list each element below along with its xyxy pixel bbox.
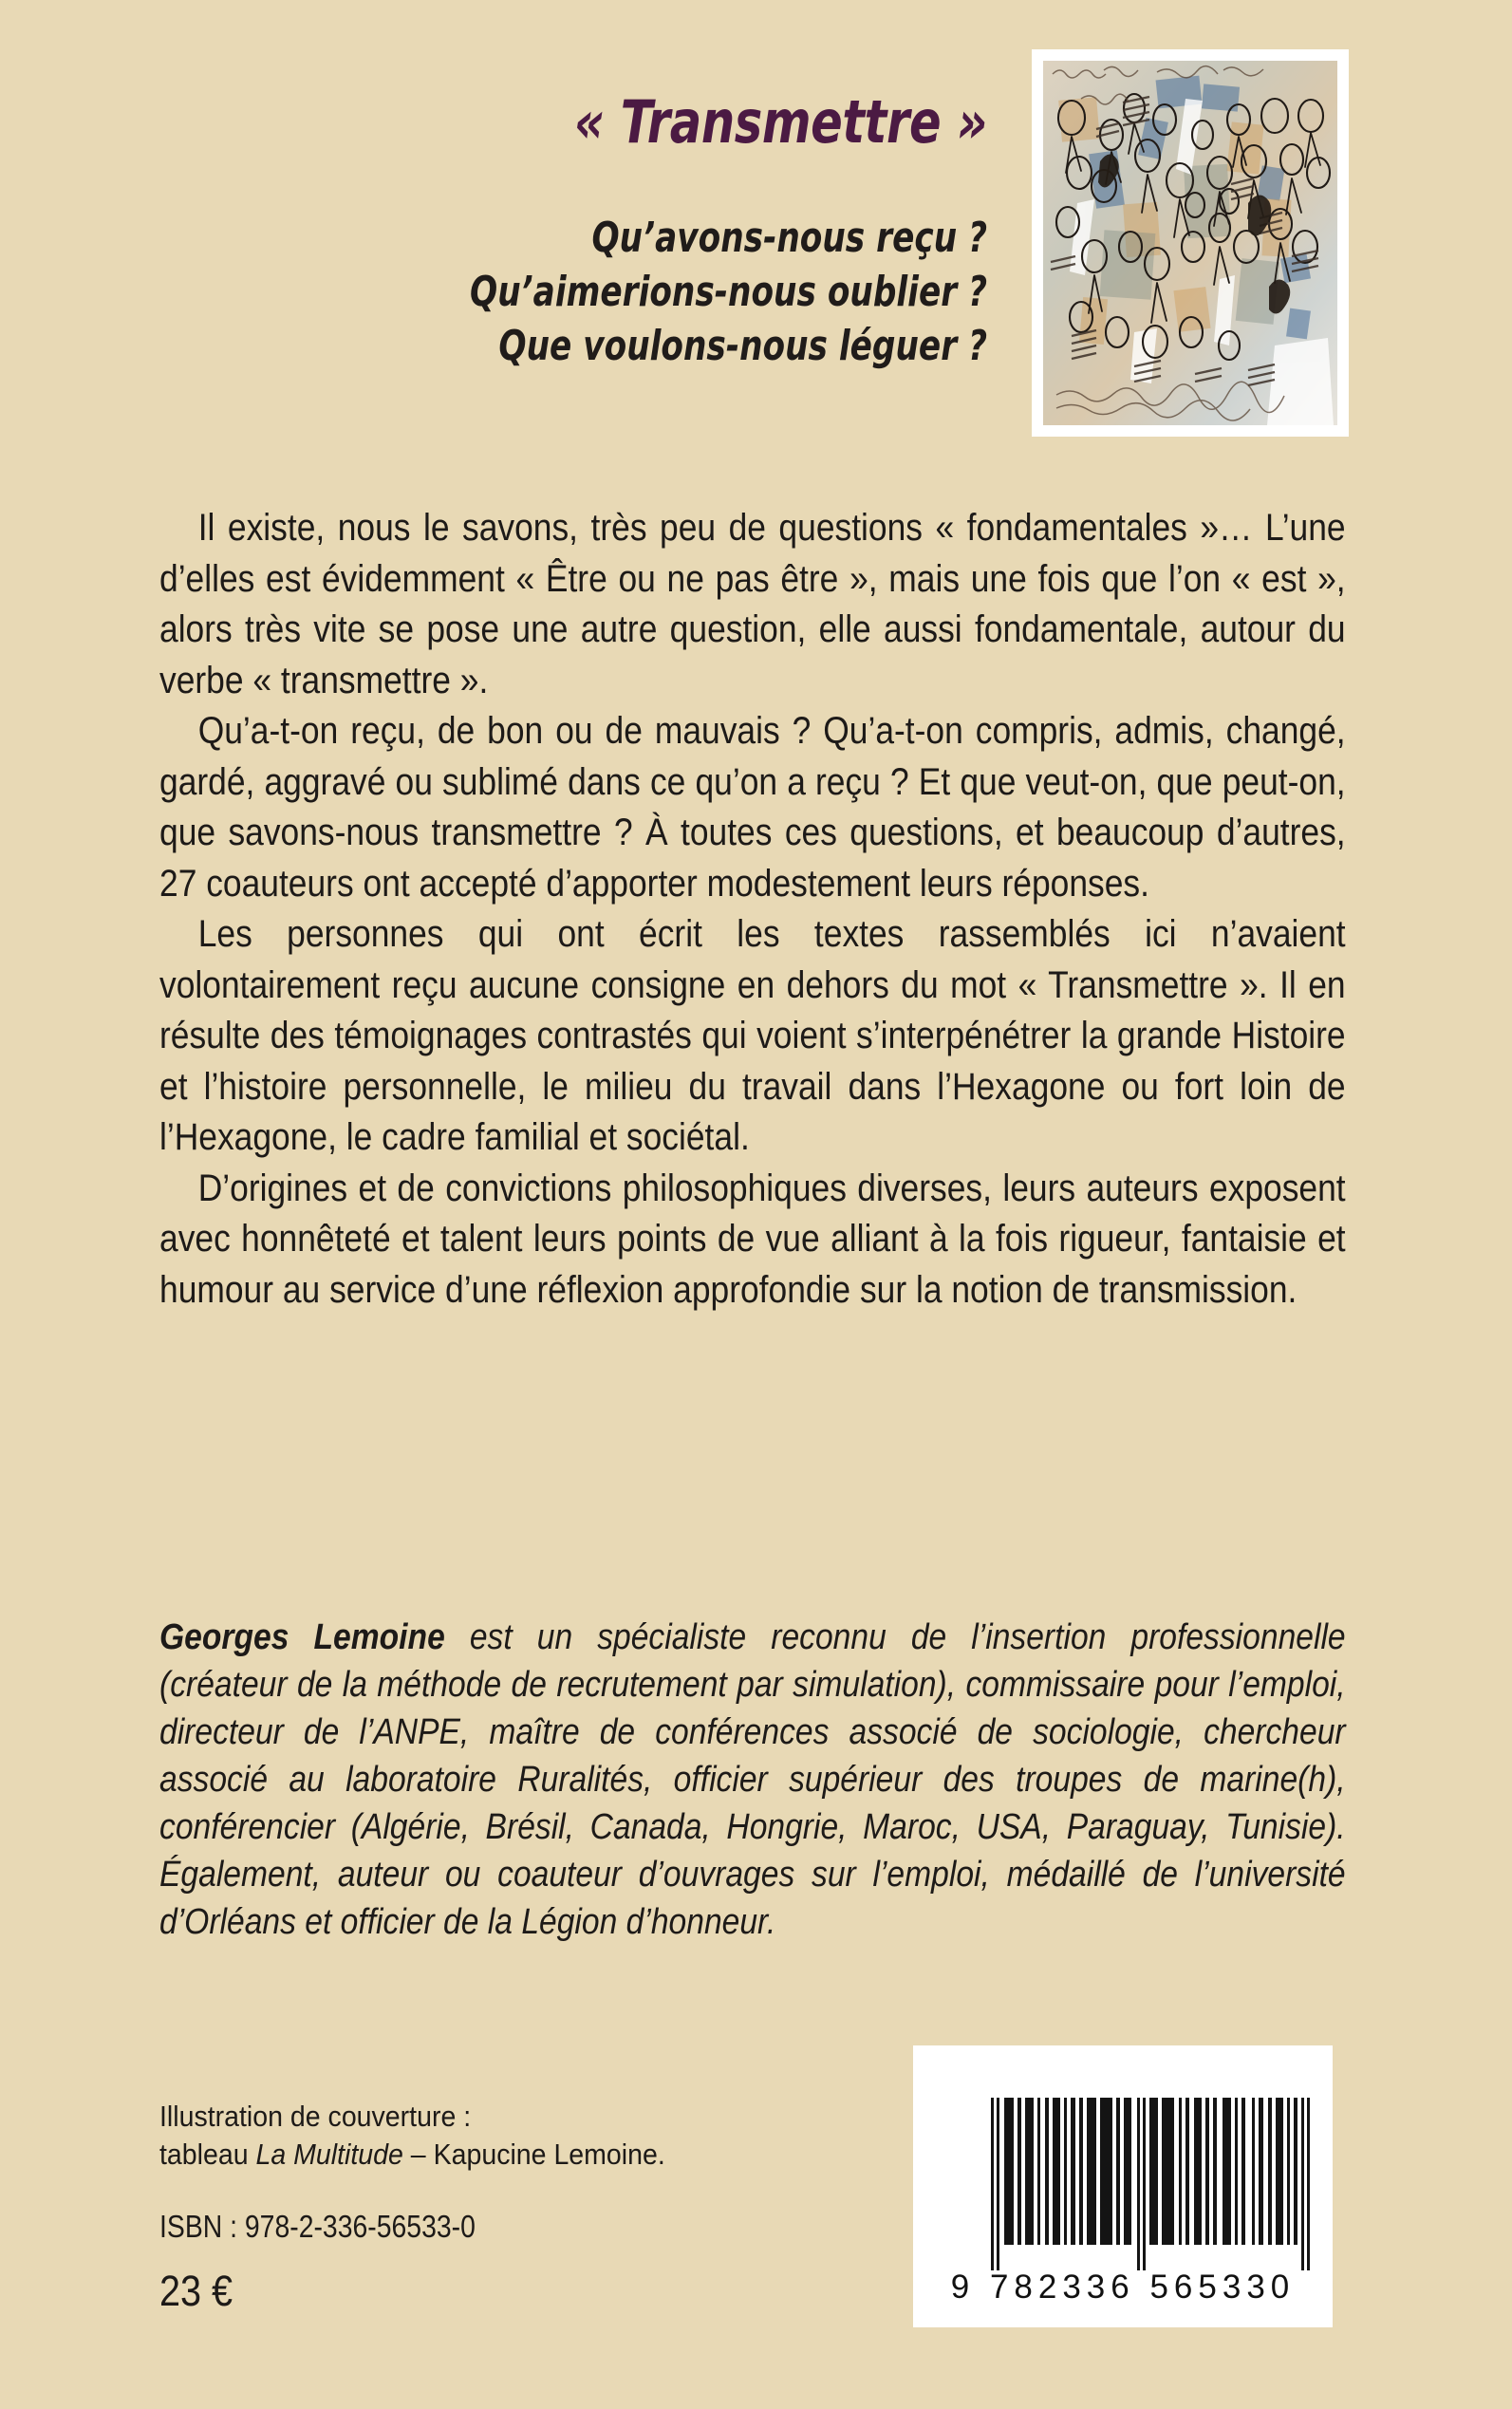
subtitle-line-3: Que voulons-nous léguer ?: [498, 322, 987, 371]
subtitle-block: [0, 211, 987, 374]
blurb-paragraph-3: Les personnes qui ont écrit les textes rassemblés ici n’avaient volontairement reçu aucune consigne en dehors du mot « Transmettre ». Il en résulte des témoignages contrastés qui voient s’interpénétrer la grande Histoire et l’histoire personnelle, le milieu du travail dans l’Hexagone ou fort loin de l’Hexagone, le cadre familial et sociétal.: [159, 913, 1346, 1158]
author-name: Georges Lemoine: [159, 1617, 445, 1657]
illustration-credit-label: Illustration de couverture :: [159, 2100, 472, 2133]
back-cover-blurb: [159, 503, 1346, 1316]
footer-credits: [159, 2098, 881, 2174]
author-bio: [159, 1614, 1346, 1946]
isbn-text: ISBN : 978-2-336-56533-0: [159, 2209, 476, 2244]
cover-illustration-frame: [1032, 49, 1349, 437]
cover-illustration-image: [1043, 61, 1337, 425]
subtitle-line-1: Qu’avons-nous reçu ?: [591, 214, 987, 262]
blurb-paragraph-1: Il existe, nous le savons, très peu de questions « fondamentales »… L’une d’elles est évidemment « Être ou ne pas être », mais une fois que l’on « est », alors très vite se pose une autre question, elle aussi fondamentale, autour du verbe « transmettre ».: [159, 507, 1346, 701]
illustration-credit-detail: [159, 2136, 823, 2174]
price-text: 23 €: [159, 2267, 233, 2315]
artwork-title: La Multitude: [255, 2138, 403, 2171]
credit-prefix: tableau: [159, 2138, 256, 2171]
cover-header: [0, 0, 1512, 475]
author-bio-paragraph: [159, 1614, 1346, 1946]
barcode-number: 9 782336 565330: [950, 2269, 1296, 2306]
blurb-paragraph-2: Qu’a-t-on reçu, de bon ou de mauvais ? Qu’a-t-on compris, admis, changé, gardé, aggravé ou sublimé dans ce qu’on a reçu ? Et que veut-on, que peut-on, que savons-nous transmettre ? À toutes ces questions, et beaucoup d’autres, 27 coauteurs ont accepté d’apporter modestement leurs réponses.: [159, 710, 1346, 905]
title-block: [0, 87, 987, 157]
author-bio-text: est un spécialiste reconnu de l’insertion professionnelle (créateur de la méthode de recrutement par simulation), commissaire pour l’emploi, directeur de l’ANPE, maître de conférences associé de sociologie, chercheur associé au laboratoire Ruralités, officier supérieur des troupes de marine(h), conférencier (Algérie, Brésil, Canada, Hongrie, Maroc, USA, Paraguay, Tunisie). Également, auteur ou coauteur d’ouvrages sur l’emploi, médaillé de l’université d’Orléans et officier de la Légion d’honneur.: [159, 1617, 1346, 1942]
barcode: [913, 2045, 1333, 2327]
subtitle-line-2: Qu’aimerions-nous oublier ?: [470, 268, 987, 317]
page-title: « Transmettre »: [574, 87, 987, 157]
blurb-paragraph-4: D’origines et de convictions philosophiques diverses, leurs auteurs exposent avec honnêteté et talent leurs points de vue alliant à la fois rigueur, fantaisie et humour au service d’une réflexion approfondie sur la notion de transmission.: [159, 1167, 1346, 1311]
credit-suffix: – Kapucine Lemoine.: [402, 2138, 665, 2171]
